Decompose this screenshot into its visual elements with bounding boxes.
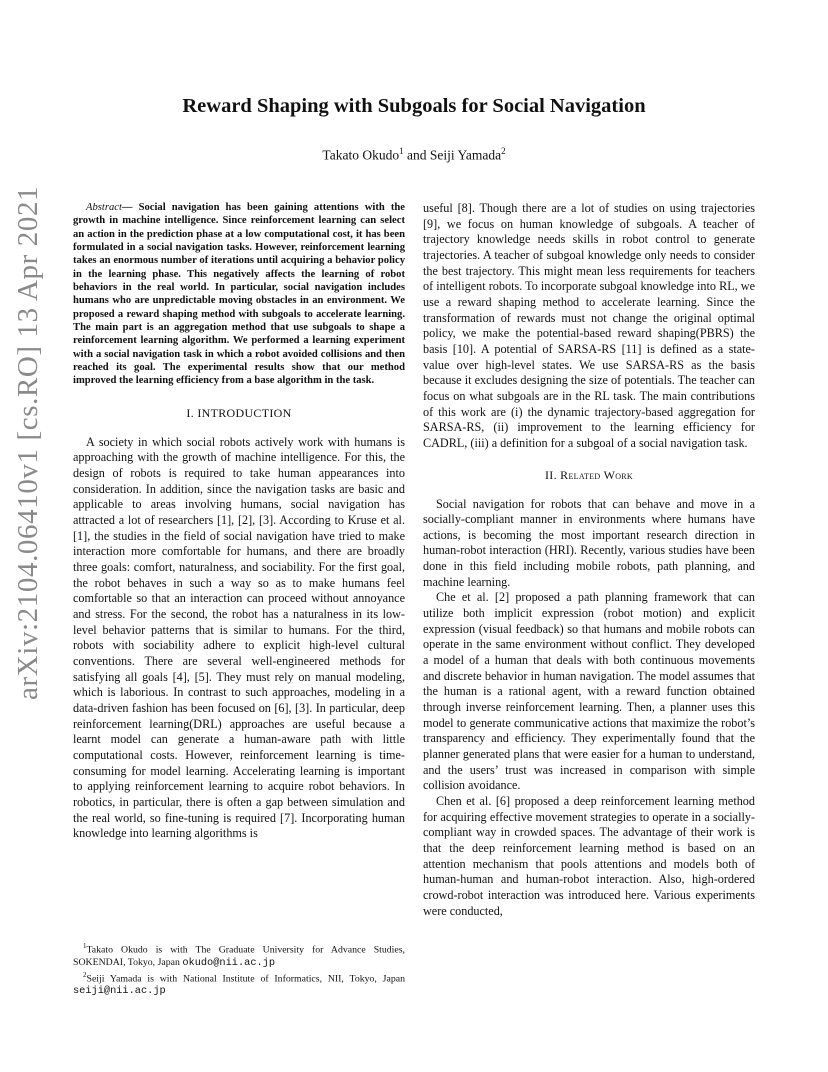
section-heading-introduction: I. INTRODUCTION <box>186 405 292 420</box>
author-line <box>0 146 828 164</box>
paper-title: Reward Shaping with Subgoals for Social Navigation <box>182 95 646 117</box>
footnote-email[interactable]: seiji@nii.ac.jp <box>73 985 166 998</box>
introduction-paragraph: A society in which social robots actively work with humans is approaching with the growth of machine intelligence. For this, the design of robots is required to take human appearances into consideration. In addition, since the navigation tasks are basic and applicable to areas involving humans, social navigation has attracted a lot of researchers [1], [2], [3]. According to Kruse et al. [1], the studies in the field of social navigation have tried to make interaction more comfortable for humans, and there are broadly three goals: comfort, naturalness, and sociability. For the first goal, the robot behaves in such a way so as to make humans feel comfortable so that an interaction can proceed without annoyance and stress. For the second, the robot has a naturalness in its low-level behavior patterns that is similar to humans. For the third, robots with sociability adhere to explicit high-level cultural conventions. There are several well-engineered methods for satisfying all goals [4], [5]. They must rely on manual modeling, which is laborious. In contrast to such approaches, modeling in a data-driven fashion has been focused on [6], [3]. In particular, deep reinforcement learning(DRL) approaches are useful because a learnt model can generate a human-aware path with little computational costs. However, reinforcement learning is time-consuming for model learning. Accelerating learning is important to applying reinforcement learning to acquire robot behaviors. In robotics, in particular, there is often a gap between simulation and the real world, so fine-tuning is required [7]. Incorporating human knowledge into learning algorithms is <box>73 434 405 841</box>
left-column <box>73 201 405 842</box>
section-heading-related-work: II. Related Work <box>544 467 633 482</box>
arxiv-identifier-stamp: arXiv:2104.06410v1 [cs.RO] 13 Apr 2021 <box>12 185 44 700</box>
author-affiliation-mark: 1 <box>399 146 404 156</box>
abstract-label: Abstract <box>86 202 122 213</box>
footnote-mark: 2 <box>83 970 87 979</box>
author-conjunction: and <box>403 147 430 163</box>
related-work-paragraph: Social navigation for robots that can behave and move in a socially-compliant manner in environments where humans have actions, is becoming the most important research direction in human-robot interaction (HRI). Recently, various studies have been done in this field including mobile robots, path planning, and machine learning. <box>423 496 755 589</box>
author-name: Seiji Yamada <box>429 147 502 163</box>
footnote-mark: 1 <box>83 942 87 950</box>
abstract <box>73 201 405 388</box>
footnote-email[interactable]: okudo@nii.ac.jp <box>182 956 276 969</box>
author-affiliation-mark: 2 <box>501 146 506 156</box>
related-work-paragraph: Chen et al. [6] proposed a deep reinforcement learning method for acquiring effective movement strategies to operate in a socially-compliant way in crowded spaces. The advantage of their work is that the deep reinforcement learning method is based on an attention mechanism that pools attentions and models both of human-human and human-robot interaction. Also, high-ordered crowd-robot interaction was introduced here. Various experiments were conducted, <box>423 793 755 918</box>
right-column <box>423 201 755 919</box>
footnote-text: Seiji Yamada is with National Institute of Informatics, NII, Tokyo, Japan <box>86 973 405 985</box>
abstract-text: — Social navigation has been gaining attentions with the growth in machine intelligence. Since reinforcement learning can select an action in the prediction phase at a low computational cost, it has been formulated in a social navigation tasks. However, reinforcement learning takes an enormous number of iterations until acquiring a behavior policy in the learning phase. This negatively affects the learning of robot behaviors in the real world. In particular, social navigation includes humans who are unpredictable moving obstacles in an environment. We proposed a reward shaping method with subgoals to accelerate learning. The main part is an aggregation method that use subgoals to shape a reinforcement learning algorithm. We performed a learning experiment with a social navigation task in which a robot avoided collisions and then reached its goal. The experimental results show that our method improved the learning efficiency from a base algorithm in the task. <box>73 202 405 387</box>
related-work-paragraph: Che et al. [2] proposed a path planning framework that can utilize both implicit expression (robot motion) and explicit expression (visual feedback) so that humans and mobile robots can operate in the same environment without conflict. They developed a model of a human that deals with both continuous movements and discrete behavior in human navigation. The model assumes that the human is a rational agent, with a reward function obtained through inverse reinforcement learning. Then, a planner uses this model to generate communicative actions that maximize the robot’s transparency and efficiency. They experimentally found that the planner generated plans that were easier for a human to understand, and the users’ trust was increased in comparison with simple collision avoidance. <box>423 590 755 793</box>
introduction-paragraph-continued: useful [8]. Though there are a lot of studies on using trajectories [9], we focus on human knowledge of subgoals. A teacher of trajectory knowledge needs skills in robot control to generate trajectories. A teacher of subgoal knowledge only needs to consider the best trajectory. This might mean less requirements for teachers of intelligent robots. To incorporate subgoal knowledge into RL, we use a reward shaping method to accelerate learning. Since the transformation of rewards must not change the original optimal policy, we make the potential-based reward shaping(PBRS) the basis [10]. A potential of SARSA-RS [11] is defined as a state-value over high-level states. We use SARSA-RS as the basis because it excludes designing the size of potentials. The teacher can focus on what subgoals are in the RL task. The main contributions of this work are (i) the dynamic trajectory-based aggregation for SARSA-RS, (ii) improvement to the learning efficiency for CADRL, (iii) a definition for a subgoal of a social navigation task. <box>423 201 755 450</box>
footnote-text: Takato Okudo is with The Graduate University for Advance Studies, SOKENDAI, Tokyo, Japan <box>73 944 405 968</box>
footnote <box>73 940 405 969</box>
footnotes <box>73 940 405 998</box>
author-name: Takato Okudo <box>322 147 400 163</box>
footnote <box>73 969 405 998</box>
